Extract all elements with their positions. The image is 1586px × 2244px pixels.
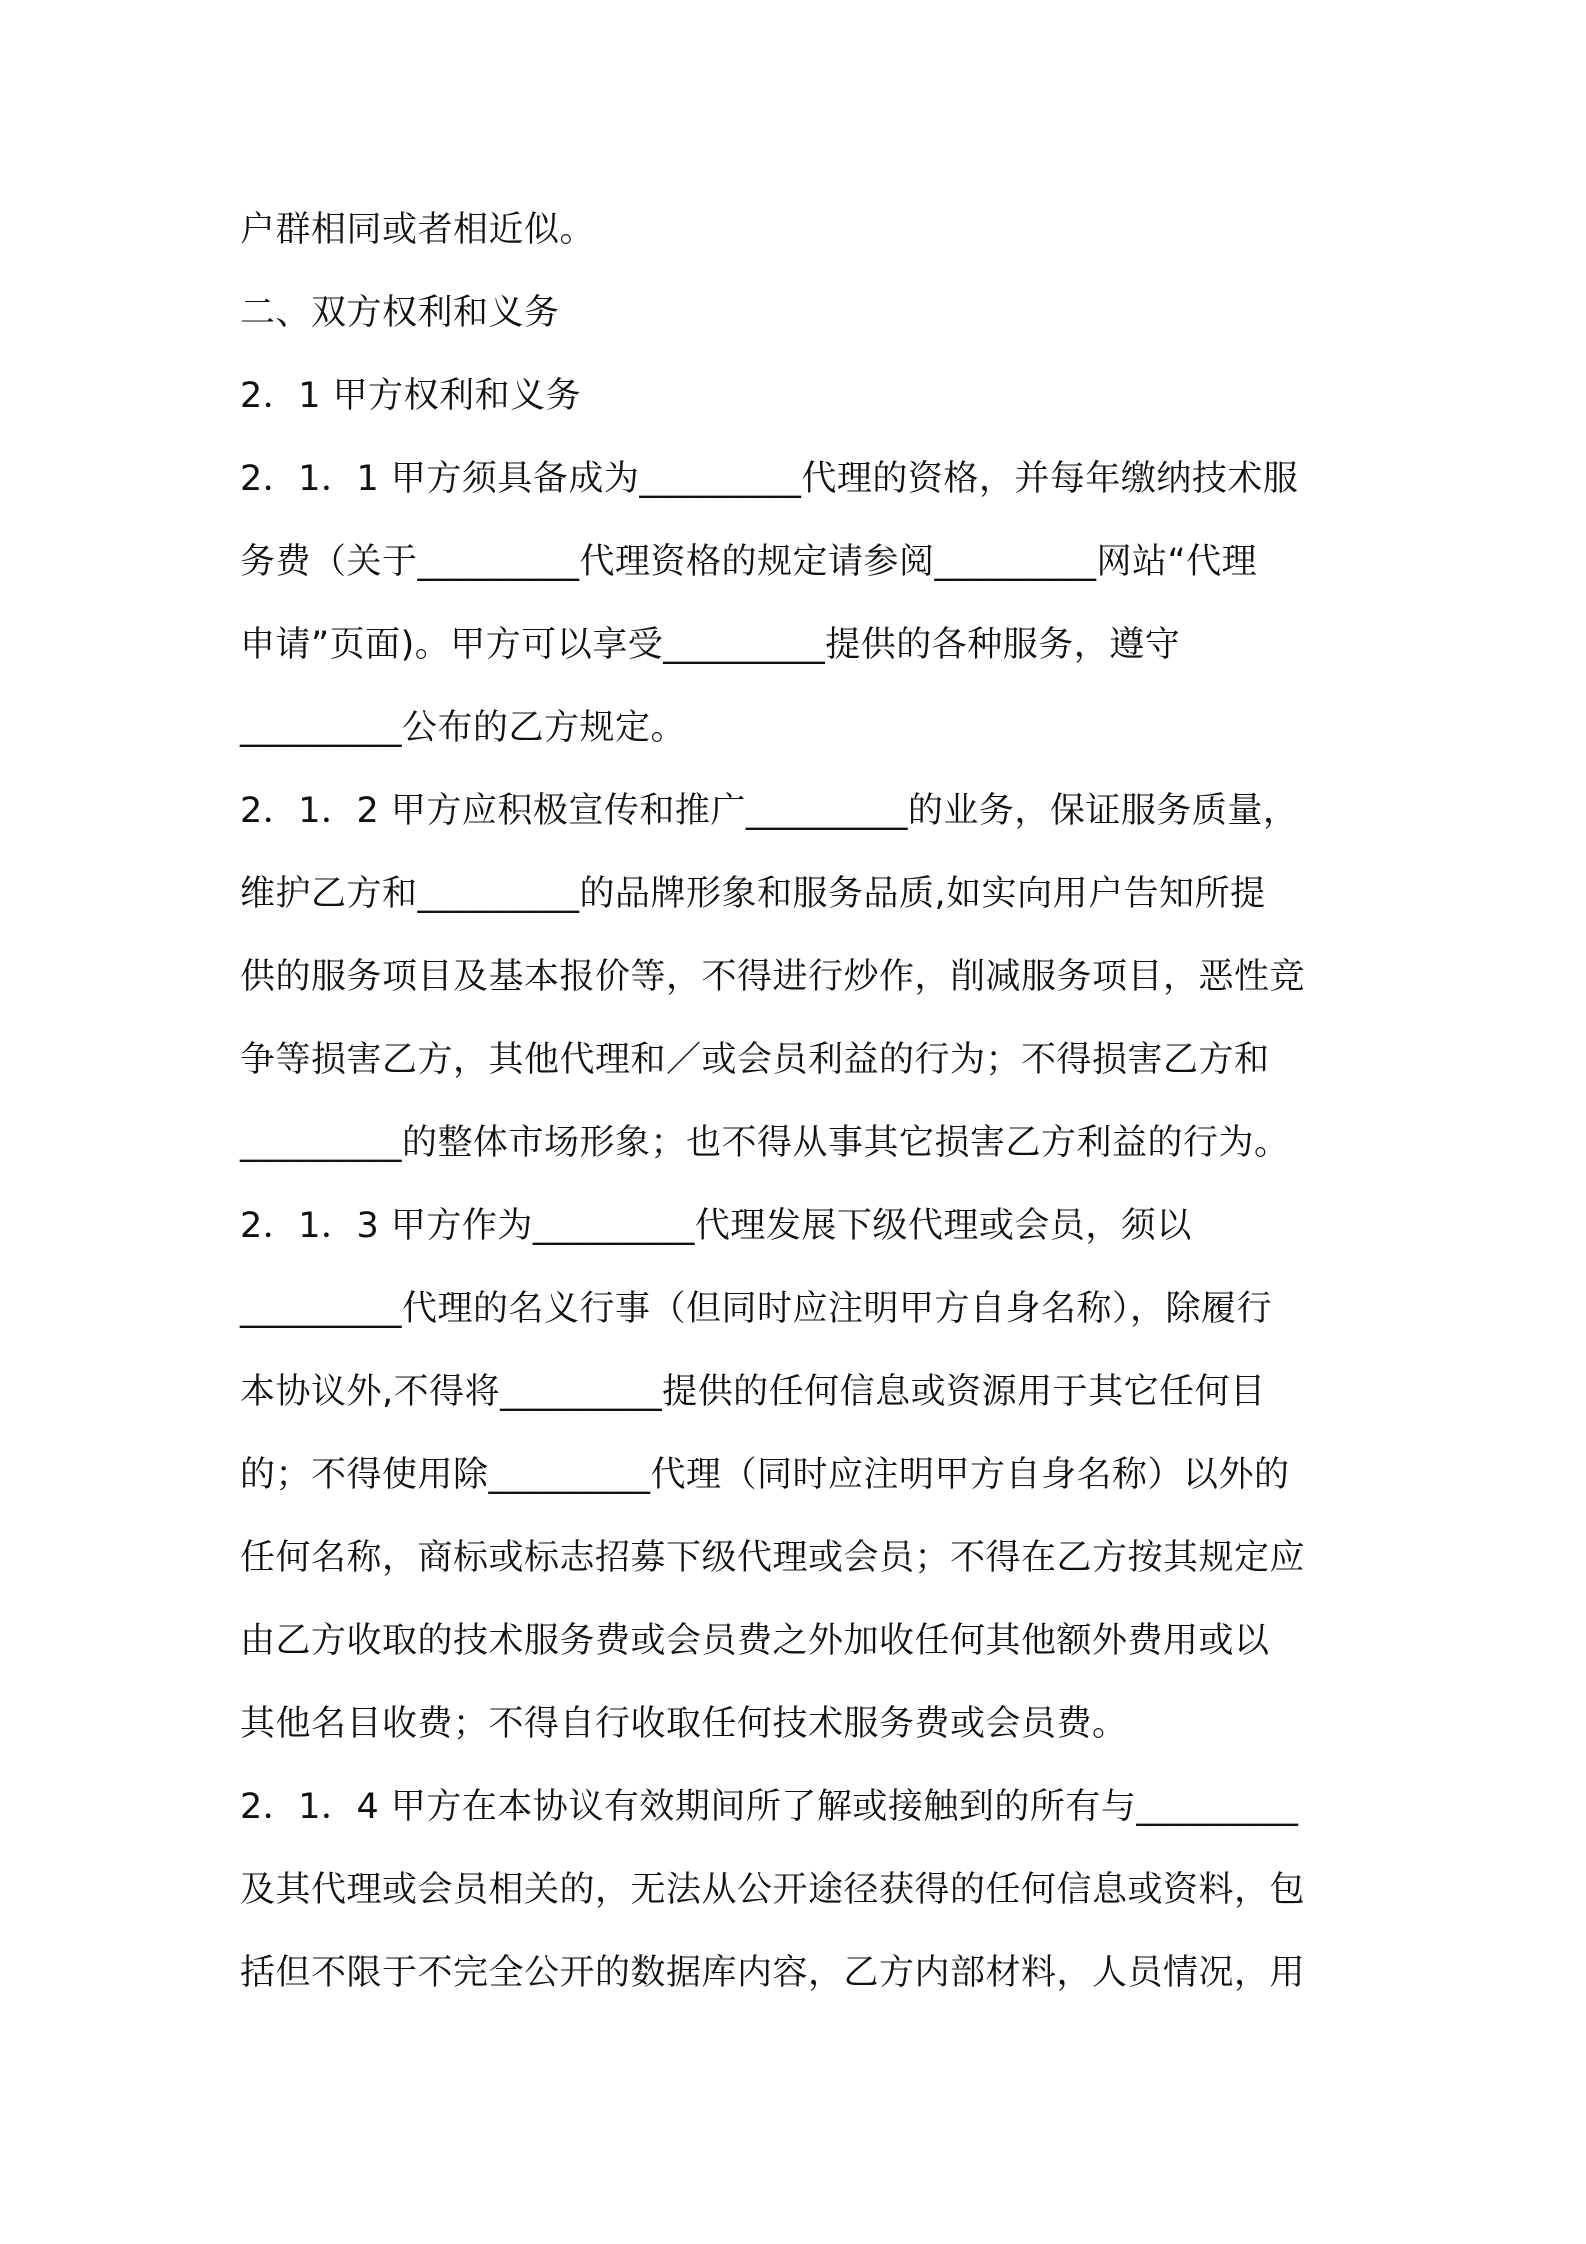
text-line: 由乙方收取的技术服务费或会员费之外加收任何其他额外费用或以	[240, 1621, 1270, 1661]
text-line: 务费（关于_________代理资格的规定请参阅_________网站“代理	[240, 542, 1258, 582]
text-line: 及其代理或会员相关的，无法从公开途径获得的任何信息或资料，包	[240, 1870, 1306, 1910]
text-line: 的；不得使用除_________代理（同时应注明甲方自身名称）以外的	[240, 1455, 1290, 1495]
text-line: 争等损害乙方，其他代理和／或会员利益的行为；不得损害乙方和	[240, 1040, 1270, 1080]
section-heading: 二、双方权利和义务	[240, 293, 560, 333]
text-line: 维护乙方和_________的品牌形象和服务品质,如实向用户告知所提	[240, 874, 1266, 914]
text-line: 本协议外,不得将_________提供的任何信息或资源用于其它任何目	[240, 1372, 1266, 1412]
text-line: 其他名目收费；不得自行收取任何技术服务费或会员费。	[240, 1704, 1128, 1744]
text-line: 申请”页面)。甲方可以享受_________提供的各种服务，遵守	[240, 625, 1181, 665]
text-line: 2．1．4 甲方在本协议有效期间所了解或接触到的所有与_________	[240, 1787, 1299, 1827]
text-line: 括但不限于不完全公开的数据库内容，乙方内部材料，人员情况，用	[240, 1953, 1306, 1993]
subsection-heading: 2．1 甲方权利和义务	[240, 376, 582, 416]
text-line: _________代理的名义行事（但同时应注明甲方自身名称），除履行	[240, 1289, 1273, 1329]
text-line: _________公布的乙方规定。	[240, 708, 687, 748]
text-line: 2．1．1 甲方须具备成为_________代理的资格，并每年缴纳技术服	[240, 459, 1299, 499]
text-line: 2．1．3 甲方作为_________代理发展下级代理或会员，须以	[240, 1206, 1192, 1246]
text-line: 供的服务项目及基本报价等，不得进行炒作，削减服务项目，恶性竞	[240, 957, 1306, 997]
text-line: 户群相同或者相近似。	[240, 210, 596, 250]
text-line: _________的整体市场形象；也不得从事其它损害乙方利益的行为。	[240, 1123, 1290, 1163]
text-line: 2．1．2 甲方应积极宣传和推广_________的业务，保证服务质量，	[240, 791, 1299, 831]
text-line: 任何名称，商标或标志招募下级代理或会员；不得在乙方按其规定应	[240, 1538, 1306, 1578]
